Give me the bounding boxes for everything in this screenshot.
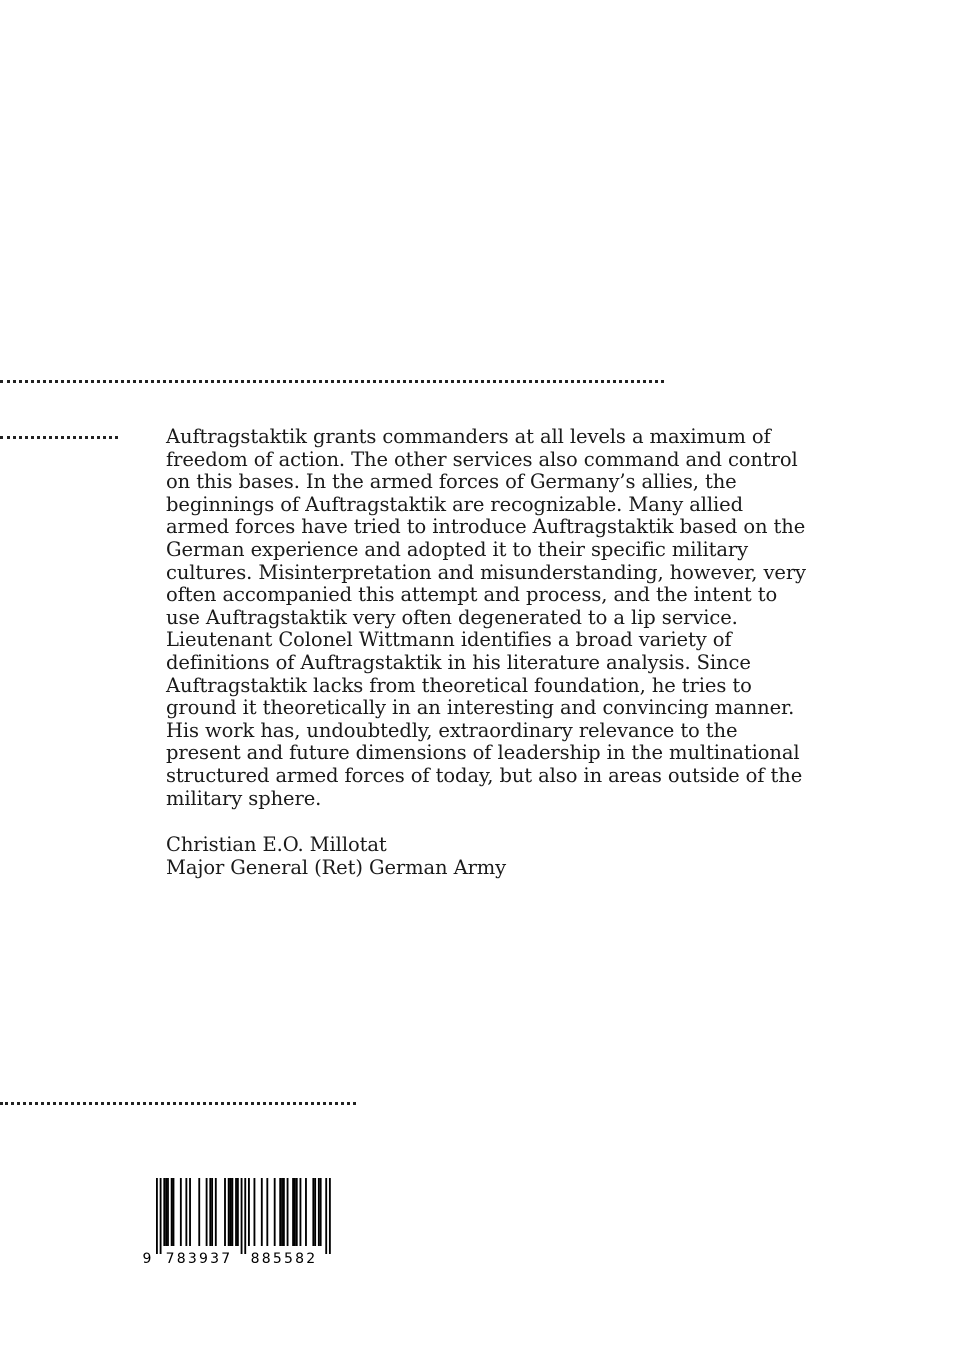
dotted-rule-short xyxy=(0,436,118,439)
signature-name: Christian E.O. Millotat xyxy=(166,833,387,856)
barcode-bar xyxy=(230,1178,232,1246)
signature-block xyxy=(166,834,506,879)
barcode-bar xyxy=(283,1178,285,1246)
barcode-bar xyxy=(254,1178,256,1246)
barcode-guard-bar xyxy=(241,1178,243,1254)
barcode-bar xyxy=(224,1178,226,1246)
barcode-bar xyxy=(198,1178,200,1246)
dotted-rule-top xyxy=(0,380,664,383)
barcode-guard-bar xyxy=(325,1178,327,1254)
barcode-bar xyxy=(206,1178,208,1246)
barcode-bar xyxy=(211,1178,213,1246)
barcode-left-digits: 783937 xyxy=(165,1251,233,1266)
barcode-bar xyxy=(287,1178,289,1246)
barcode-bar xyxy=(312,1178,314,1246)
blurb-line: structured armed forces of today, but also in areas outside of the xyxy=(166,763,803,787)
barcode-guard-bar xyxy=(160,1178,162,1254)
barcode-bar xyxy=(165,1178,167,1246)
blurb-line: Auftragstaktik grants commanders at all levels a maximum of xyxy=(166,425,771,448)
back-cover-blurb xyxy=(166,426,806,810)
barcode-bar xyxy=(185,1178,187,1246)
barcode-bar xyxy=(266,1178,268,1246)
signature-title: Major General (Ret) German Army xyxy=(166,855,507,879)
blurb-line: beginnings of Auftragstaktik are recognizable. Many allied xyxy=(166,492,743,516)
barcode-bar xyxy=(279,1178,281,1246)
barcode-first-digit: 9 xyxy=(142,1251,152,1266)
barcode-bar xyxy=(292,1178,294,1246)
blurb-line: Auftragstaktik lacks from theoretical foundation, he tries to xyxy=(166,673,752,697)
barcode-bar xyxy=(300,1178,302,1246)
barcode-bar xyxy=(231,1178,233,1246)
barcode-guard-bar xyxy=(156,1178,158,1254)
blurb-line: on this bases. In the armed forces of Germany’s allies, the xyxy=(166,470,737,494)
barcode-bars xyxy=(156,1178,331,1254)
barcode-bar xyxy=(167,1178,169,1246)
barcode-bar xyxy=(228,1178,230,1246)
blurb-line: armed forces have tried to introduce Auftragstaktik based on the xyxy=(166,515,806,539)
barcode-bar xyxy=(209,1178,211,1246)
blurb-line: Lieutenant Colonel Wittmann identifies a broad variety of xyxy=(166,628,732,652)
blurb-line: German experience and adopted it to their specific military xyxy=(166,537,749,561)
blurb-line: often accompanied this attempt and process, and the intent to xyxy=(166,583,778,607)
barcode-guard-bar xyxy=(244,1178,246,1254)
barcode-bar xyxy=(235,1178,237,1246)
blurb-line: ground it theoretically in an interesting and convincing manner. xyxy=(166,696,795,720)
barcode-bar xyxy=(215,1178,217,1246)
barcode-bar xyxy=(274,1178,276,1246)
blurb-line: cultures. Misinterpretation and misunderstanding, however, very xyxy=(166,560,806,584)
barcode-bar xyxy=(318,1178,320,1246)
blurb-line: His work has, undoubtedly, extraordinary relevance to the xyxy=(166,718,738,742)
blurb-line: present and future dimensions of leadership in the multinational xyxy=(166,741,800,765)
blurb-line: definitions of Auftragstaktik in his literature analysis. Since xyxy=(166,650,751,674)
barcode-bar xyxy=(296,1178,298,1246)
barcode-bar xyxy=(320,1178,322,1246)
barcode-bar xyxy=(171,1178,173,1246)
barcode-bar xyxy=(180,1178,182,1246)
barcode-bar xyxy=(163,1178,165,1246)
barcode-bar xyxy=(305,1178,307,1246)
dotted-rule-bottom xyxy=(0,1102,356,1105)
blurb-line: freedom of action. The other services also command and control xyxy=(166,447,798,471)
barcode-bar xyxy=(237,1178,239,1246)
barcode-bar xyxy=(294,1178,296,1246)
barcode-bar xyxy=(173,1178,175,1246)
barcode-right-digits: 885582 xyxy=(250,1251,318,1266)
blurb-line: military sphere. xyxy=(166,786,322,810)
barcode-bar xyxy=(314,1178,316,1246)
barcode-bar xyxy=(261,1178,263,1246)
blurb-line: use Auftragstaktik very often degenerated to a lip service. xyxy=(166,605,738,629)
barcode-bar xyxy=(248,1178,250,1246)
barcode-guard-bar xyxy=(329,1178,331,1254)
barcode-bar xyxy=(281,1178,283,1246)
isbn-barcode xyxy=(140,1178,336,1266)
barcode-bar xyxy=(189,1178,191,1246)
